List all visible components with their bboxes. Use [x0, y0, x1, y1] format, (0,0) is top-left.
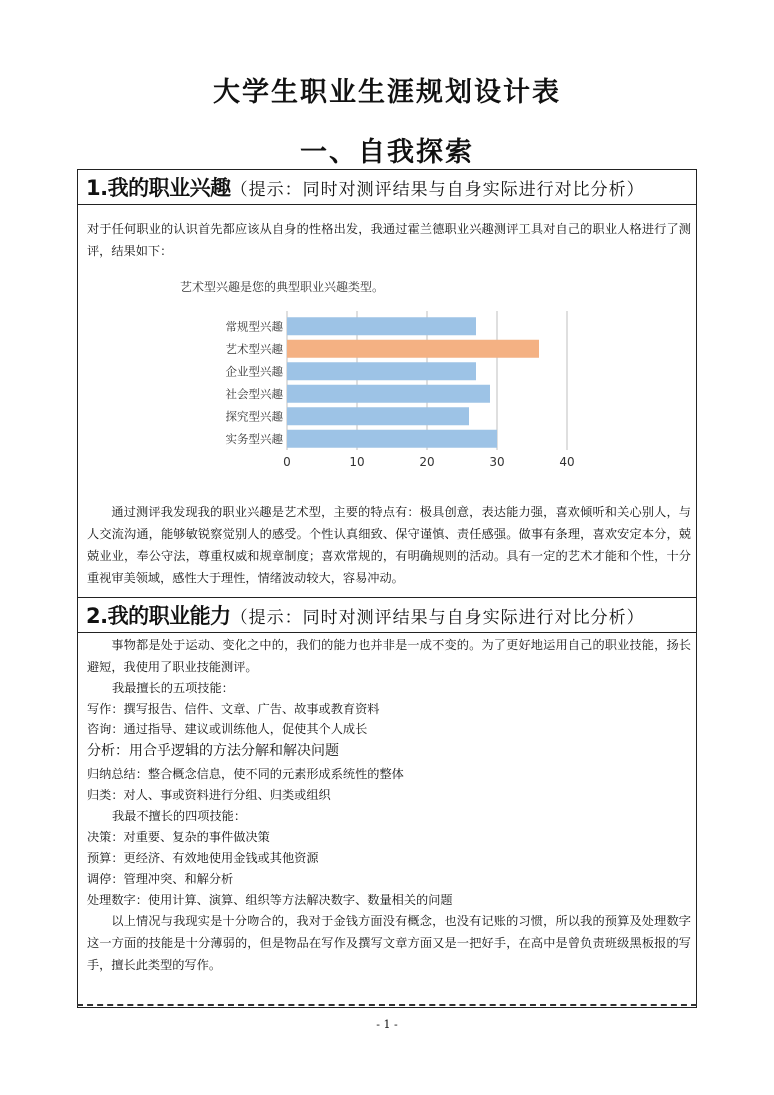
- chart-bar: [287, 317, 476, 335]
- ability-conclusion: 以上情况与我现实是十分吻合的，我对于金钱方面没有概念，也没有记账的习惯，所以我的预算及处理数字这一方面的技能是十分薄弱的，但是物品在写作及撰写文章方面又是一把好手，在高中是曾负责班级黑板报的写手，擅长此类型的写作。: [87, 914, 691, 972]
- chart-bar: [287, 407, 469, 425]
- ability-section: [77, 598, 697, 1008]
- chart-title: 艺术型兴趣是您的典型职业兴趣类型。: [180, 280, 385, 294]
- best-skill-item: 归类：对人、事或资料进行分组、归类或组织: [87, 788, 331, 802]
- ability-heading: [78, 598, 696, 633]
- worst-skill-item: 决策：对重要、复杂的事件做决策: [87, 830, 270, 844]
- ability-heading-hint: （提示：同时对测评结果与自身实际进行对比分析）: [230, 607, 645, 628]
- ability-intro: 事物都是处于运动、变化之中的，我们的能力也并非是一成不变的。为了更好地运用自己的职业技能，扬长避短，我使用了职业技能测评。: [87, 638, 691, 674]
- best-skills-title: 我最擅长的五项技能：: [112, 681, 234, 695]
- section-title: 一、自我探索: [300, 137, 474, 168]
- chart-category-label: 常规型兴趣: [225, 319, 283, 334]
- worst-skill-item: 处理数字：使用计算、演算、组织等方法解决数字、数量相关的问题: [87, 893, 453, 907]
- interest-intro: 对于任何职业的认识首先都应该从自身的性格出发，我通过霍兰德职业兴趣测评工具对自己的职业人格进行了测评，结果如下：: [87, 222, 691, 258]
- interest-heading: [78, 170, 696, 205]
- best-skill-item: 写作：撰写报告、信件、文章、广告、故事或教育资料: [87, 702, 380, 716]
- worst-skills-title: 我最不擅长的四项技能：: [112, 809, 247, 823]
- interest-heading-label: 1.我的职业兴趣: [86, 176, 231, 200]
- chart-category-label: 企业型兴趣: [225, 364, 283, 379]
- page-divider: [77, 1004, 697, 1006]
- interest-analysis: 通过测评我发现我的职业兴趣是艺术型，主要的特点有：极具创意，表达能力强，喜欢倾听和关心别人，与人交流沟通，能够敏锐察觉别人的感受。个性认真细致、保守谨慎、责任感强。做事有条理，喜欢安定本分，兢兢业业，奉公守法，尊重权威和规章制度；喜欢常规的，有明确规则的活动。具有一定的艺术才能和个性，十分重视审美领域，感性大于理性，情绪波动较大，容易冲动。: [87, 505, 691, 585]
- chart-bar: [287, 362, 476, 380]
- best-skill-item: 归纳总结：整合概念信息，使不同的元素形成系统性的整体: [87, 767, 404, 781]
- chart-bar: [287, 340, 539, 358]
- best-skill-item: 咨询：通过指导、建议或训练他人，促使其个人成长: [87, 722, 368, 736]
- interest-section: [77, 169, 697, 598]
- ability-heading-label: 2.我的职业能力: [86, 604, 231, 628]
- chart-tick-label: 0: [283, 455, 291, 469]
- chart-bar: [287, 385, 490, 403]
- chart-tick-label: 20: [419, 455, 435, 469]
- worst-skill-item: 预算：更经济、有效地使用金钱或其他资源: [87, 851, 319, 865]
- chart-category-label: 社会型兴趣: [225, 386, 283, 401]
- chart-category-label: 艺术型兴趣: [225, 341, 283, 356]
- chart-tick-label: 30: [489, 455, 505, 469]
- chart-category-label: 探究型兴趣: [225, 409, 283, 424]
- chart-tick-label: 10: [349, 455, 365, 469]
- chart-category-label: 实务型兴趣: [225, 431, 283, 446]
- chart-bar: [287, 430, 497, 448]
- interest-bar-chart: [203, 277, 583, 477]
- document-title: 大学生职业生涯规划设计表: [213, 77, 561, 108]
- worst-skill-item: 调停：管理冲突、和解分析: [87, 872, 234, 886]
- interest-heading-hint: （提示：同时对测评结果与自身实际进行对比分析）: [230, 179, 645, 200]
- best-skill-item: 分析：用合乎逻辑的方法分解和解决问题: [87, 743, 339, 759]
- chart-tick-label: 40: [559, 455, 575, 469]
- page-number: - 1 -: [376, 1018, 398, 1031]
